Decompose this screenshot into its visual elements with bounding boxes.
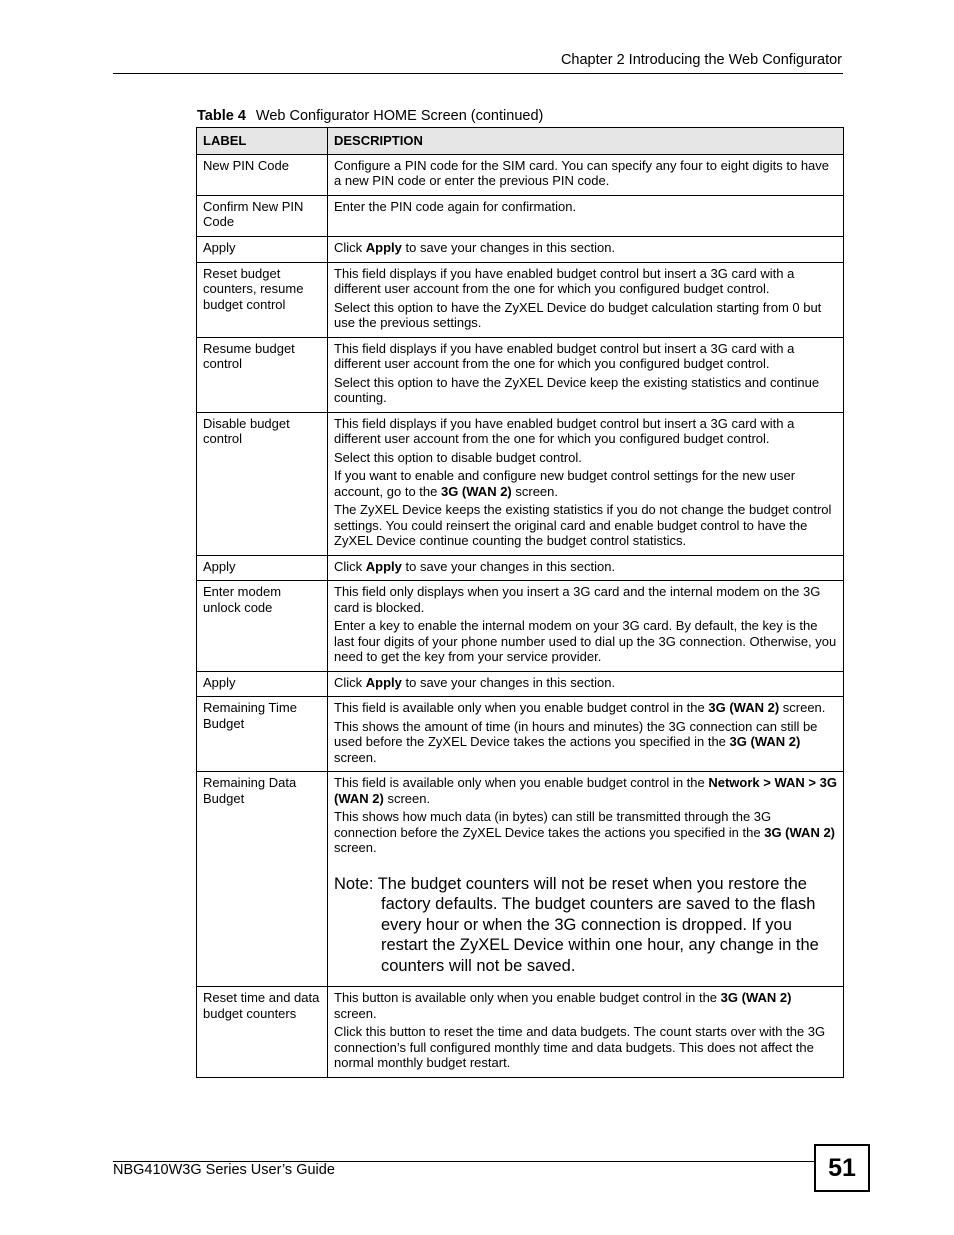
row-label: New PIN Code (197, 154, 328, 195)
description-paragraph: Select this option to disable budget control. (334, 449, 582, 465)
description-paragraph: Enter a key to enable the internal modem on your 3G card. By default, the key is the last four digits of your phone number used to dial up the 3G connection. Otherwise, you need to get the key from your service provider. (334, 618, 837, 664)
header-divider (113, 73, 843, 74)
row-label: Enter modem unlock code (197, 581, 328, 672)
description-paragraph: The ZyXEL Device keeps the existing statistics if you do not change the budget control settings. You could reinsert the original card and enable budget control to have the ZyXEL Device continue counting the budget control statistics. (334, 502, 832, 548)
row-label: Apply (197, 671, 328, 697)
description-paragraph (334, 468, 837, 499)
bold-term: Apply (365, 558, 402, 574)
description-paragraph (334, 240, 837, 256)
chapter-header: Chapter 2 Introducing the Web Configurator (560, 52, 842, 68)
text-span: If you want to enable and configure new budget control settings for the new user account, go to the (334, 468, 796, 499)
row-description (328, 337, 844, 412)
description-paragraph (334, 719, 837, 766)
text-span: screen. (334, 749, 377, 765)
text-span: Click (334, 674, 366, 690)
table-row (197, 772, 844, 987)
row-description (328, 555, 844, 581)
table-caption (197, 108, 543, 124)
text-span: This button is available only when you enable budget control in the (334, 990, 721, 1005)
text-span: This shows how much data (in bytes) can still be transmitted through the 3G connection before the ZyXEL Device takes the actions you specified in the (334, 809, 772, 840)
description-column-header: DESCRIPTION (328, 128, 844, 155)
description-paragraph: Click this button to reset the time and data budgets. The count starts over with the 3G connection’s full configured monthly time and data budgets. This does not affect the normal monthly budget restart. (334, 1024, 826, 1070)
description-paragraph: Select this option to have the ZyXEL Device keep the existing statistics and continue counting. (334, 374, 820, 405)
row-description (328, 987, 844, 1078)
table-row (197, 555, 844, 581)
bold-term: 3G (WAN 2) (764, 824, 836, 840)
row-description (328, 772, 844, 987)
text-span: This field is available only when you enable budget control in the (334, 775, 709, 790)
text-span: Click (334, 240, 366, 255)
text-span: screen. (334, 1005, 377, 1021)
description-paragraph: Enter the PIN code again for confirmation. (334, 198, 577, 214)
description-paragraph (334, 990, 837, 1021)
text-span: screen. (383, 790, 431, 806)
row-description (328, 412, 844, 555)
description-paragraph: This field displays if you have enabled budget control but insert a 3G card with a different user account from the one for which you configured budget control. (334, 340, 795, 371)
description-paragraph (334, 675, 837, 691)
table-header-row (197, 128, 844, 155)
row-description (328, 697, 844, 772)
description-paragraph (334, 559, 837, 575)
row-label: Reset time and data budget counters (197, 987, 328, 1078)
row-description (328, 154, 844, 195)
text-span: to save your changes in this section. (401, 558, 616, 574)
page-number: 51 (814, 1144, 870, 1192)
table-row (197, 987, 844, 1078)
row-description (328, 581, 844, 672)
table-row (197, 154, 844, 195)
description-paragraph: This field displays if you have enabled budget control but insert a 3G card with a different user account from the one for which you configured budget control. (334, 415, 795, 446)
row-label: Apply (197, 555, 328, 581)
row-description (328, 262, 844, 337)
description-paragraph: Select this option to have the ZyXEL Device do budget calculation starting from 0 but use the previous settings. (334, 299, 822, 330)
row-description (328, 195, 844, 237)
text-span: screen. (779, 700, 826, 715)
bold-term: 3G (WAN 2) (440, 483, 512, 499)
table-row (197, 412, 844, 555)
guide-title: NBG410W3G Series User’s Guide (113, 1162, 335, 1178)
bold-term: 3G (WAN 2) (708, 700, 780, 715)
table-row (197, 697, 844, 772)
table-row (197, 195, 844, 237)
home-screen-table (196, 127, 844, 1078)
table-number: Table 4 (197, 108, 246, 124)
description-paragraph: This field only displays when you insert a 3G card and the internal modem on the 3G card is blocked. (334, 584, 821, 615)
table-row (197, 262, 844, 337)
row-label: Resume budget control (197, 337, 328, 412)
bold-term: Apply (365, 240, 402, 255)
text-span: Click (334, 558, 366, 574)
bold-term: Apply (365, 674, 402, 690)
text-span: screen. (334, 840, 377, 855)
text-span: This field is available only when you enable budget control in the (334, 700, 709, 715)
table-title: Web Configurator HOME Screen (continued) (255, 108, 544, 124)
bold-term: 3G (WAN 2) (720, 990, 792, 1005)
description-paragraph: This field displays if you have enabled budget control but insert a 3G card with a different user account from the one for which you configured budget control. (334, 265, 795, 296)
description-paragraph (334, 700, 837, 716)
row-label: Apply (197, 237, 328, 263)
row-description (328, 671, 844, 697)
text-span: screen. (511, 483, 559, 499)
row-label: Remaining Data Budget (197, 772, 328, 987)
table-row (197, 581, 844, 672)
row-label: Disable budget control (197, 412, 328, 555)
description-paragraph: Configure a PIN code for the SIM card. You can specify any four to eight digits to have a new PIN code or enter the previous PIN code. (334, 157, 830, 188)
row-description (328, 237, 844, 263)
row-label: Confirm New PIN Code (197, 195, 328, 237)
label-column-header: LABEL (197, 128, 328, 155)
text-span: to save your changes in this section. (401, 674, 616, 690)
bold-term: Network > WAN > 3G (WAN 2) (334, 775, 837, 806)
bold-term: 3G (WAN 2) (729, 734, 801, 749)
row-label: Reset budget counters, resume budget control (197, 262, 328, 337)
text-span: This shows the amount of time (in hours and minutes) the 3G connection can still be used before the ZyXEL Device takes the actions you specified in the (334, 718, 818, 749)
description-paragraph (334, 775, 837, 806)
row-label: Remaining Time Budget (197, 697, 328, 772)
table-row (197, 237, 844, 263)
description-paragraph (334, 809, 837, 856)
note-text: Note: The budget counters will not be reset when you restore the factory defaults. The budget counters are saved to the flash every hour or when the 3G connection is dropped. If you restart the ZyXEL Device within one hour, any change in the counters will not be saved. (334, 874, 819, 975)
table-row (197, 337, 844, 412)
table-row (197, 671, 844, 697)
text-span: to save your changes in this section. (401, 240, 616, 255)
